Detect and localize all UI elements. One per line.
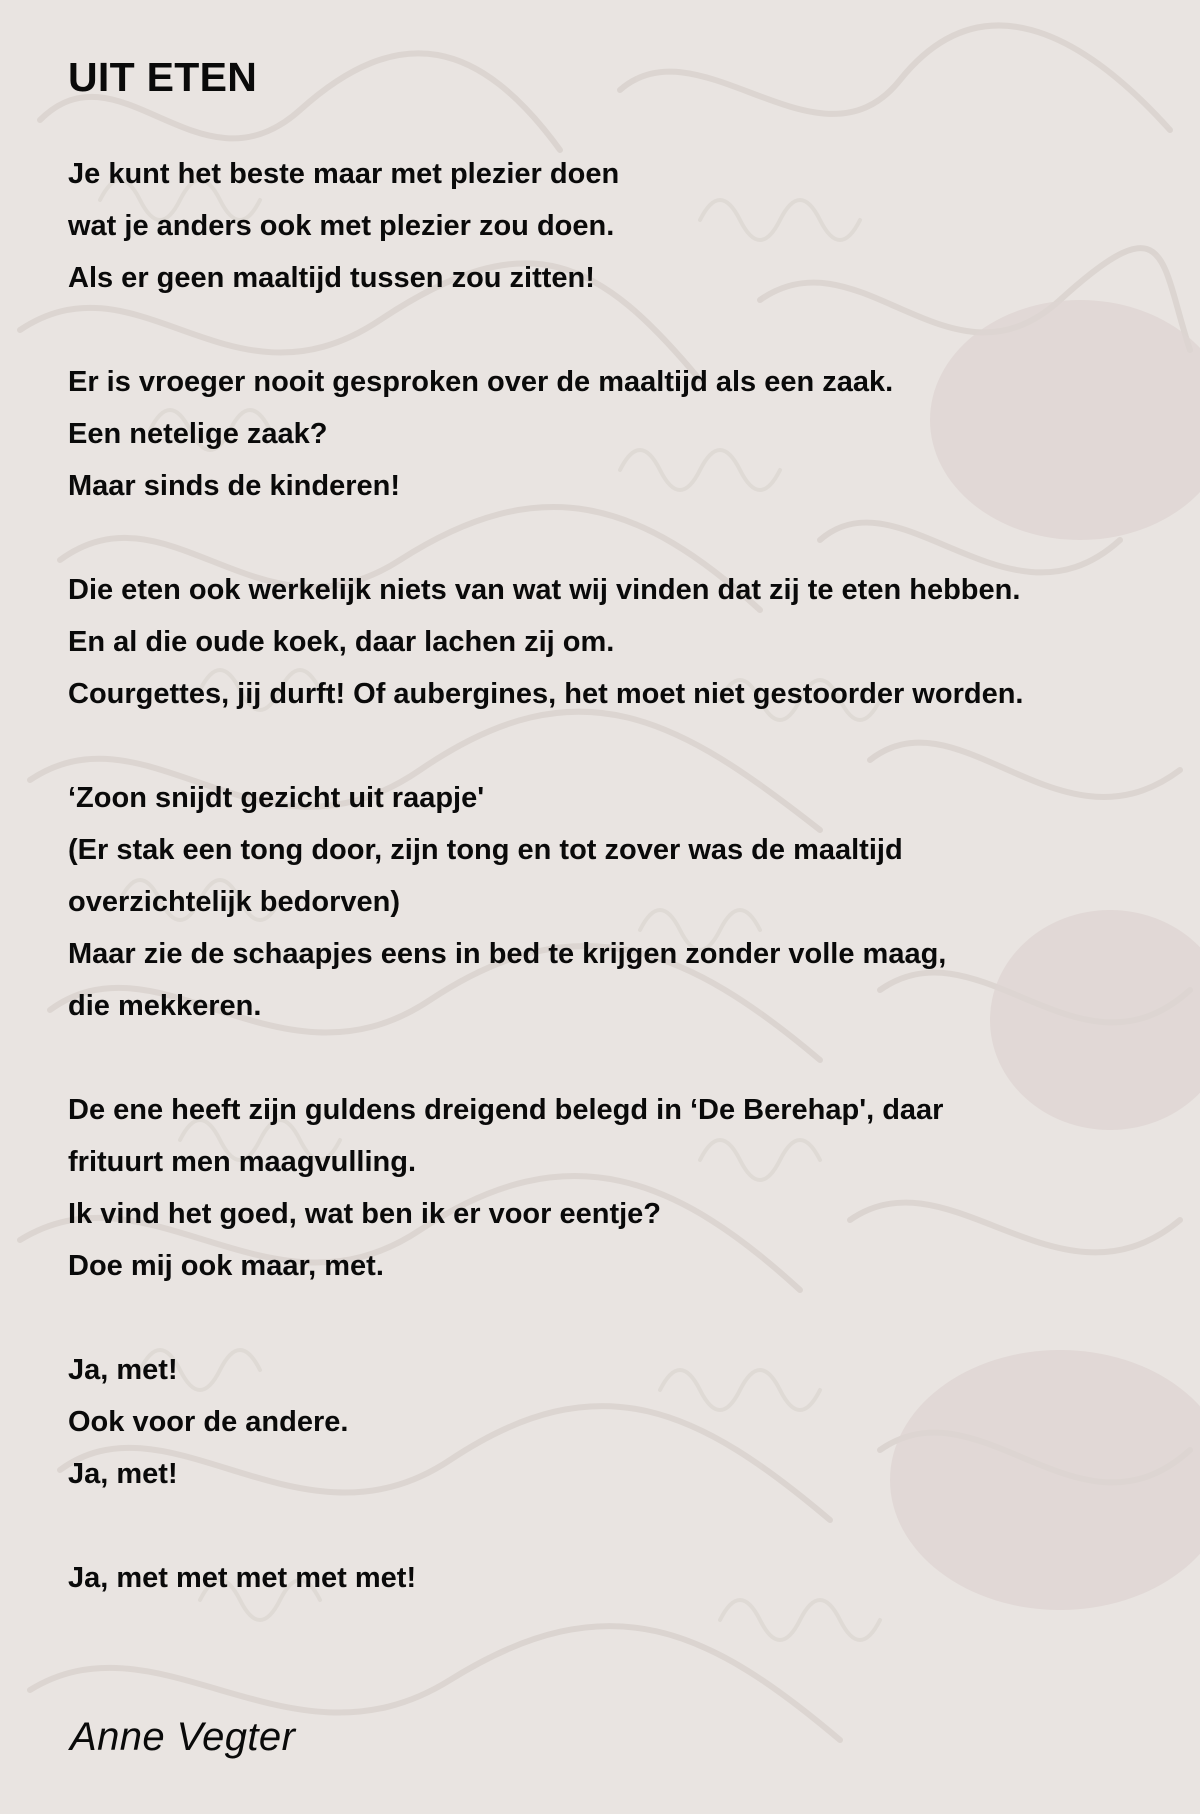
poem-line: die mekkeren. — [68, 990, 262, 1022]
poem-line: Doe mij ook maar, met. — [68, 1250, 384, 1282]
stanza — [68, 1552, 1178, 1604]
poem-line: Maar zie de schaapjes eens in bed te krijgen zonder volle maag, — [68, 938, 947, 970]
stanza — [68, 772, 1178, 1032]
stanza — [68, 1344, 1178, 1500]
poem-line: (Er stak een tong door, zijn tong en tot zover was de maaltijd — [68, 834, 903, 866]
poem-author: Anne Vegter — [70, 1715, 296, 1759]
poem-line: Courgettes, jij durft! Of aubergines, het moet niet gestoorder worden. — [68, 678, 1024, 710]
poem-line: Ja, met met met met met! — [68, 1562, 417, 1594]
poem-line: Ik vind het goed, wat ben ik er voor eentje? — [68, 1198, 662, 1230]
poem-line: ‘Zoon snijdt gezicht uit raapje' — [68, 782, 485, 814]
stanza — [68, 1084, 1178, 1292]
poem-line: Die eten ook werkelijk niets van wat wij vinden dat zij te eten hebben. — [68, 574, 1021, 606]
stanza — [68, 148, 1178, 304]
stanza — [68, 356, 1178, 512]
poem-line: De ene heeft zijn guldens dreigend belegd in ‘De Berehap', daar — [68, 1094, 944, 1126]
stanza — [68, 564, 1178, 720]
poem-line: Er is vroeger nooit gesproken over de maaltijd als een zaak. — [68, 366, 894, 398]
poem-line: Maar sinds de kinderen! — [68, 470, 400, 502]
poem-line: En al die oude koek, daar lachen zij om. — [68, 626, 615, 658]
poem-line: Je kunt het beste maar met plezier doen — [68, 158, 620, 190]
poem-line: wat je anders ook met plezier zou doen. — [68, 210, 615, 242]
poem-line: Een netelige zaak? — [68, 418, 328, 450]
poem-line: Ook voor de andere. — [68, 1406, 349, 1438]
poem-line: Als er geen maaltijd tussen zou zitten! — [68, 262, 595, 294]
poem-line: frituurt men maagvulling. — [68, 1146, 417, 1178]
poem-title: UIT ETEN — [68, 54, 258, 100]
poem-body — [68, 148, 1178, 1656]
poem-line: Ja, met! — [68, 1354, 178, 1386]
poem-line: overzichtelijk bedorven) — [68, 886, 400, 918]
poem-line: Ja, met! — [68, 1458, 178, 1490]
